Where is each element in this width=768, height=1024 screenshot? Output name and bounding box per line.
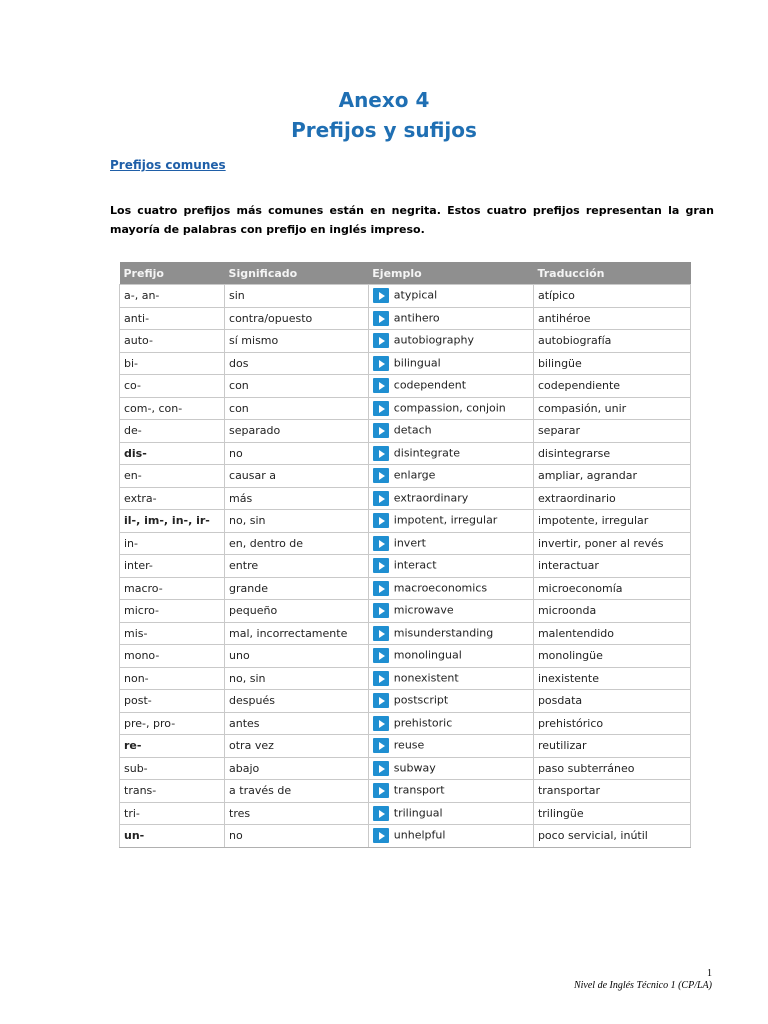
cell-translation: bilingüe — [533, 352, 690, 375]
play-icon[interactable] — [373, 783, 389, 798]
play-icon[interactable] — [373, 648, 389, 663]
cell-prefix: anti- — [120, 307, 225, 330]
example-word: atypical — [393, 288, 438, 302]
example-word: reuse — [393, 738, 425, 752]
table-row — [120, 645, 691, 668]
footer-course: Nivel de Inglés Técnico 1 (CP/LA) — [573, 980, 712, 991]
cell-prefix: un- — [120, 825, 225, 848]
cell-translation: autobiografía — [533, 330, 690, 353]
cell-example — [368, 442, 533, 465]
play-icon[interactable] — [373, 491, 389, 506]
cell-example — [368, 667, 533, 690]
cell-example — [368, 622, 533, 645]
cell-prefix: mis- — [120, 622, 225, 645]
cell-prefix: a-, an- — [120, 285, 225, 308]
cell-meaning: mal, incorrectamente — [225, 622, 369, 645]
intro-paragraph: Los cuatro prefijos más comunes están en negrita. Estos cuatro prefijos representan la gran mayoría de palabras con prefijo en inglés impreso. — [110, 204, 714, 236]
cell-meaning: dos — [225, 352, 369, 375]
table-row — [120, 307, 691, 330]
cell-prefix: macro- — [120, 577, 225, 600]
cell-example — [368, 307, 533, 330]
cell-prefix: com-, con- — [120, 397, 225, 420]
cell-meaning: más — [225, 487, 369, 510]
play-icon[interactable] — [373, 828, 389, 843]
cell-meaning: después — [225, 690, 369, 713]
table-row — [120, 465, 691, 488]
cell-prefix: mono- — [120, 645, 225, 668]
annex-subtitle: Prefijos y sufijos — [291, 118, 477, 142]
table-row — [120, 487, 691, 510]
cell-prefix: re- — [120, 735, 225, 758]
cell-translation: atípico — [533, 285, 690, 308]
cell-translation: impotente, irregular — [533, 510, 690, 533]
example-word: interact — [393, 558, 437, 572]
play-icon[interactable] — [373, 333, 389, 348]
cell-example — [368, 600, 533, 623]
example-word: detach — [393, 423, 432, 437]
example-word: monolingual — [393, 648, 462, 662]
cell-prefix: co- — [120, 375, 225, 398]
example-word: unhelpful — [393, 828, 446, 842]
table-row — [120, 690, 691, 713]
cell-meaning: causar a — [225, 465, 369, 488]
header-prefijo: Prefijo — [120, 262, 225, 285]
cell-translation: prehistórico — [533, 712, 690, 735]
example-word: microwave — [393, 603, 454, 617]
table-row — [120, 397, 691, 420]
example-word: impotent, irregular — [393, 513, 498, 527]
play-icon[interactable] — [373, 693, 389, 708]
cell-prefix: de- — [120, 420, 225, 443]
example-word: codependent — [393, 378, 467, 392]
example-word: transport — [393, 783, 445, 797]
cell-prefix: en- — [120, 465, 225, 488]
play-icon[interactable] — [373, 626, 389, 641]
play-icon[interactable] — [373, 671, 389, 686]
cell-prefix: bi- — [120, 352, 225, 375]
cell-translation: separar — [533, 420, 690, 443]
play-icon[interactable] — [373, 288, 389, 303]
cell-example — [368, 735, 533, 758]
cell-translation: inexistente — [533, 667, 690, 690]
cell-example — [368, 780, 533, 803]
example-word: prehistoric — [393, 716, 453, 730]
cell-meaning: abajo — [225, 757, 369, 780]
table-row — [120, 622, 691, 645]
cell-example — [368, 397, 533, 420]
cell-prefix: non- — [120, 667, 225, 690]
cell-translation: microonda — [533, 600, 690, 623]
cell-example — [368, 420, 533, 443]
cell-meaning: en, dentro de — [225, 532, 369, 555]
example-word: invert — [393, 536, 426, 550]
cell-prefix: pre-, pro- — [120, 712, 225, 735]
cell-translation: microeconomía — [533, 577, 690, 600]
table-row — [120, 600, 691, 623]
cell-prefix: micro- — [120, 600, 225, 623]
cell-prefix: trans- — [120, 780, 225, 803]
play-icon[interactable] — [373, 513, 389, 528]
cell-translation: monolingüe — [533, 645, 690, 668]
prefix-table — [119, 262, 691, 848]
cell-example — [368, 825, 533, 848]
cell-translation: disintegrarse — [533, 442, 690, 465]
play-icon[interactable] — [373, 423, 389, 438]
cell-example — [368, 757, 533, 780]
cell-meaning: sin — [225, 285, 369, 308]
play-icon[interactable] — [373, 356, 389, 371]
example-word: misunderstanding — [393, 626, 494, 640]
cell-meaning: a través de — [225, 780, 369, 803]
cell-meaning: con — [225, 397, 369, 420]
example-word: subway — [393, 761, 436, 775]
cell-meaning: uno — [225, 645, 369, 668]
cell-meaning: sí mismo — [225, 330, 369, 353]
cell-prefix: extra- — [120, 487, 225, 510]
cell-meaning: grande — [225, 577, 369, 600]
play-icon[interactable] — [373, 468, 389, 483]
cell-example — [368, 577, 533, 600]
cell-example — [368, 487, 533, 510]
cell-prefix: auto- — [120, 330, 225, 353]
cell-translation: invertir, poner al revés — [533, 532, 690, 555]
table-body — [120, 285, 691, 848]
cell-prefix: sub- — [120, 757, 225, 780]
example-word: extraordinary — [393, 491, 469, 505]
example-word: macroeconomics — [393, 581, 488, 595]
cell-translation: poco servicial, inútil — [533, 825, 690, 848]
play-icon[interactable] — [373, 761, 389, 776]
cell-meaning: tres — [225, 802, 369, 825]
cell-meaning: entre — [225, 555, 369, 578]
cell-translation: reutilizar — [533, 735, 690, 758]
table-header-row — [120, 262, 691, 285]
table-row — [120, 825, 691, 848]
prefix-table-container — [119, 262, 691, 848]
cell-translation: antihéroe — [533, 307, 690, 330]
cell-example — [368, 510, 533, 533]
cell-example — [368, 465, 533, 488]
cell-prefix: inter- — [120, 555, 225, 578]
cell-translation: posdata — [533, 690, 690, 713]
example-word: bilingual — [393, 356, 441, 370]
table-row — [120, 757, 691, 780]
cell-meaning: no, sin — [225, 510, 369, 533]
example-word: antihero — [393, 311, 440, 325]
table-row — [120, 577, 691, 600]
cell-translation: transportar — [533, 780, 690, 803]
cell-meaning: otra vez — [225, 735, 369, 758]
cell-example — [368, 712, 533, 735]
cell-translation: paso subterráneo — [533, 757, 690, 780]
play-icon[interactable] — [373, 401, 389, 416]
cell-example — [368, 330, 533, 353]
cell-example — [368, 645, 533, 668]
cell-meaning: no, sin — [225, 667, 369, 690]
play-icon[interactable] — [373, 536, 389, 551]
table-row — [120, 667, 691, 690]
cell-prefix: dis- — [120, 442, 225, 465]
play-icon[interactable] — [373, 806, 389, 821]
example-word: nonexistent — [393, 671, 459, 685]
table-row — [120, 352, 691, 375]
play-icon[interactable] — [373, 738, 389, 753]
table-row — [120, 532, 691, 555]
annex-title: Anexo 4 — [338, 88, 430, 112]
cell-meaning: antes — [225, 712, 369, 735]
example-word: disintegrate — [393, 446, 460, 460]
play-icon[interactable] — [373, 558, 389, 573]
table-row — [120, 555, 691, 578]
header-traduccion: Traducción — [533, 262, 690, 285]
cell-example — [368, 802, 533, 825]
cell-translation: malentendido — [533, 622, 690, 645]
table-row — [120, 802, 691, 825]
cell-meaning: pequeño — [225, 600, 369, 623]
cell-translation: trilingüe — [533, 802, 690, 825]
cell-translation: extraordinario — [533, 487, 690, 510]
table-row — [120, 285, 691, 308]
cell-prefix: tri- — [120, 802, 225, 825]
cell-prefix: il-, im-, in-, ir- — [120, 510, 225, 533]
cell-example — [368, 285, 533, 308]
cell-example — [368, 352, 533, 375]
page-number: 1 — [707, 968, 712, 979]
table-row — [120, 510, 691, 533]
header-significado: Significado — [225, 262, 369, 285]
cell-meaning: con — [225, 375, 369, 398]
cell-prefix: post- — [120, 690, 225, 713]
example-word: compassion, conjoin — [393, 401, 506, 415]
table-row — [120, 375, 691, 398]
play-icon[interactable] — [373, 378, 389, 393]
cell-meaning: no — [225, 442, 369, 465]
cell-meaning: contra/opuesto — [225, 307, 369, 330]
example-word: enlarge — [393, 468, 436, 482]
table-row — [120, 330, 691, 353]
play-icon[interactable] — [373, 716, 389, 731]
table-row — [120, 735, 691, 758]
cell-example — [368, 375, 533, 398]
play-icon[interactable] — [373, 581, 389, 596]
cell-prefix: in- — [120, 532, 225, 555]
play-icon[interactable] — [373, 446, 389, 461]
cell-example — [368, 532, 533, 555]
cell-example — [368, 555, 533, 578]
example-word: postscript — [393, 693, 449, 707]
cell-translation: ampliar, agrandar — [533, 465, 690, 488]
example-word: trilingual — [393, 806, 443, 820]
cell-meaning: no — [225, 825, 369, 848]
cell-translation: codependiente — [533, 375, 690, 398]
cell-translation: compasión, unir — [533, 397, 690, 420]
example-word: autobiography — [393, 333, 475, 347]
header-ejemplo: Ejemplo — [368, 262, 533, 285]
table-row — [120, 442, 691, 465]
section-link-prefijos[interactable]: Prefijos comunes — [110, 158, 226, 172]
table-row — [120, 420, 691, 443]
table-row — [120, 780, 691, 803]
cell-translation: interactuar — [533, 555, 690, 578]
play-icon[interactable] — [373, 311, 389, 326]
table-row — [120, 712, 691, 735]
cell-example — [368, 690, 533, 713]
cell-meaning: separado — [225, 420, 369, 443]
play-icon[interactable] — [373, 603, 389, 618]
